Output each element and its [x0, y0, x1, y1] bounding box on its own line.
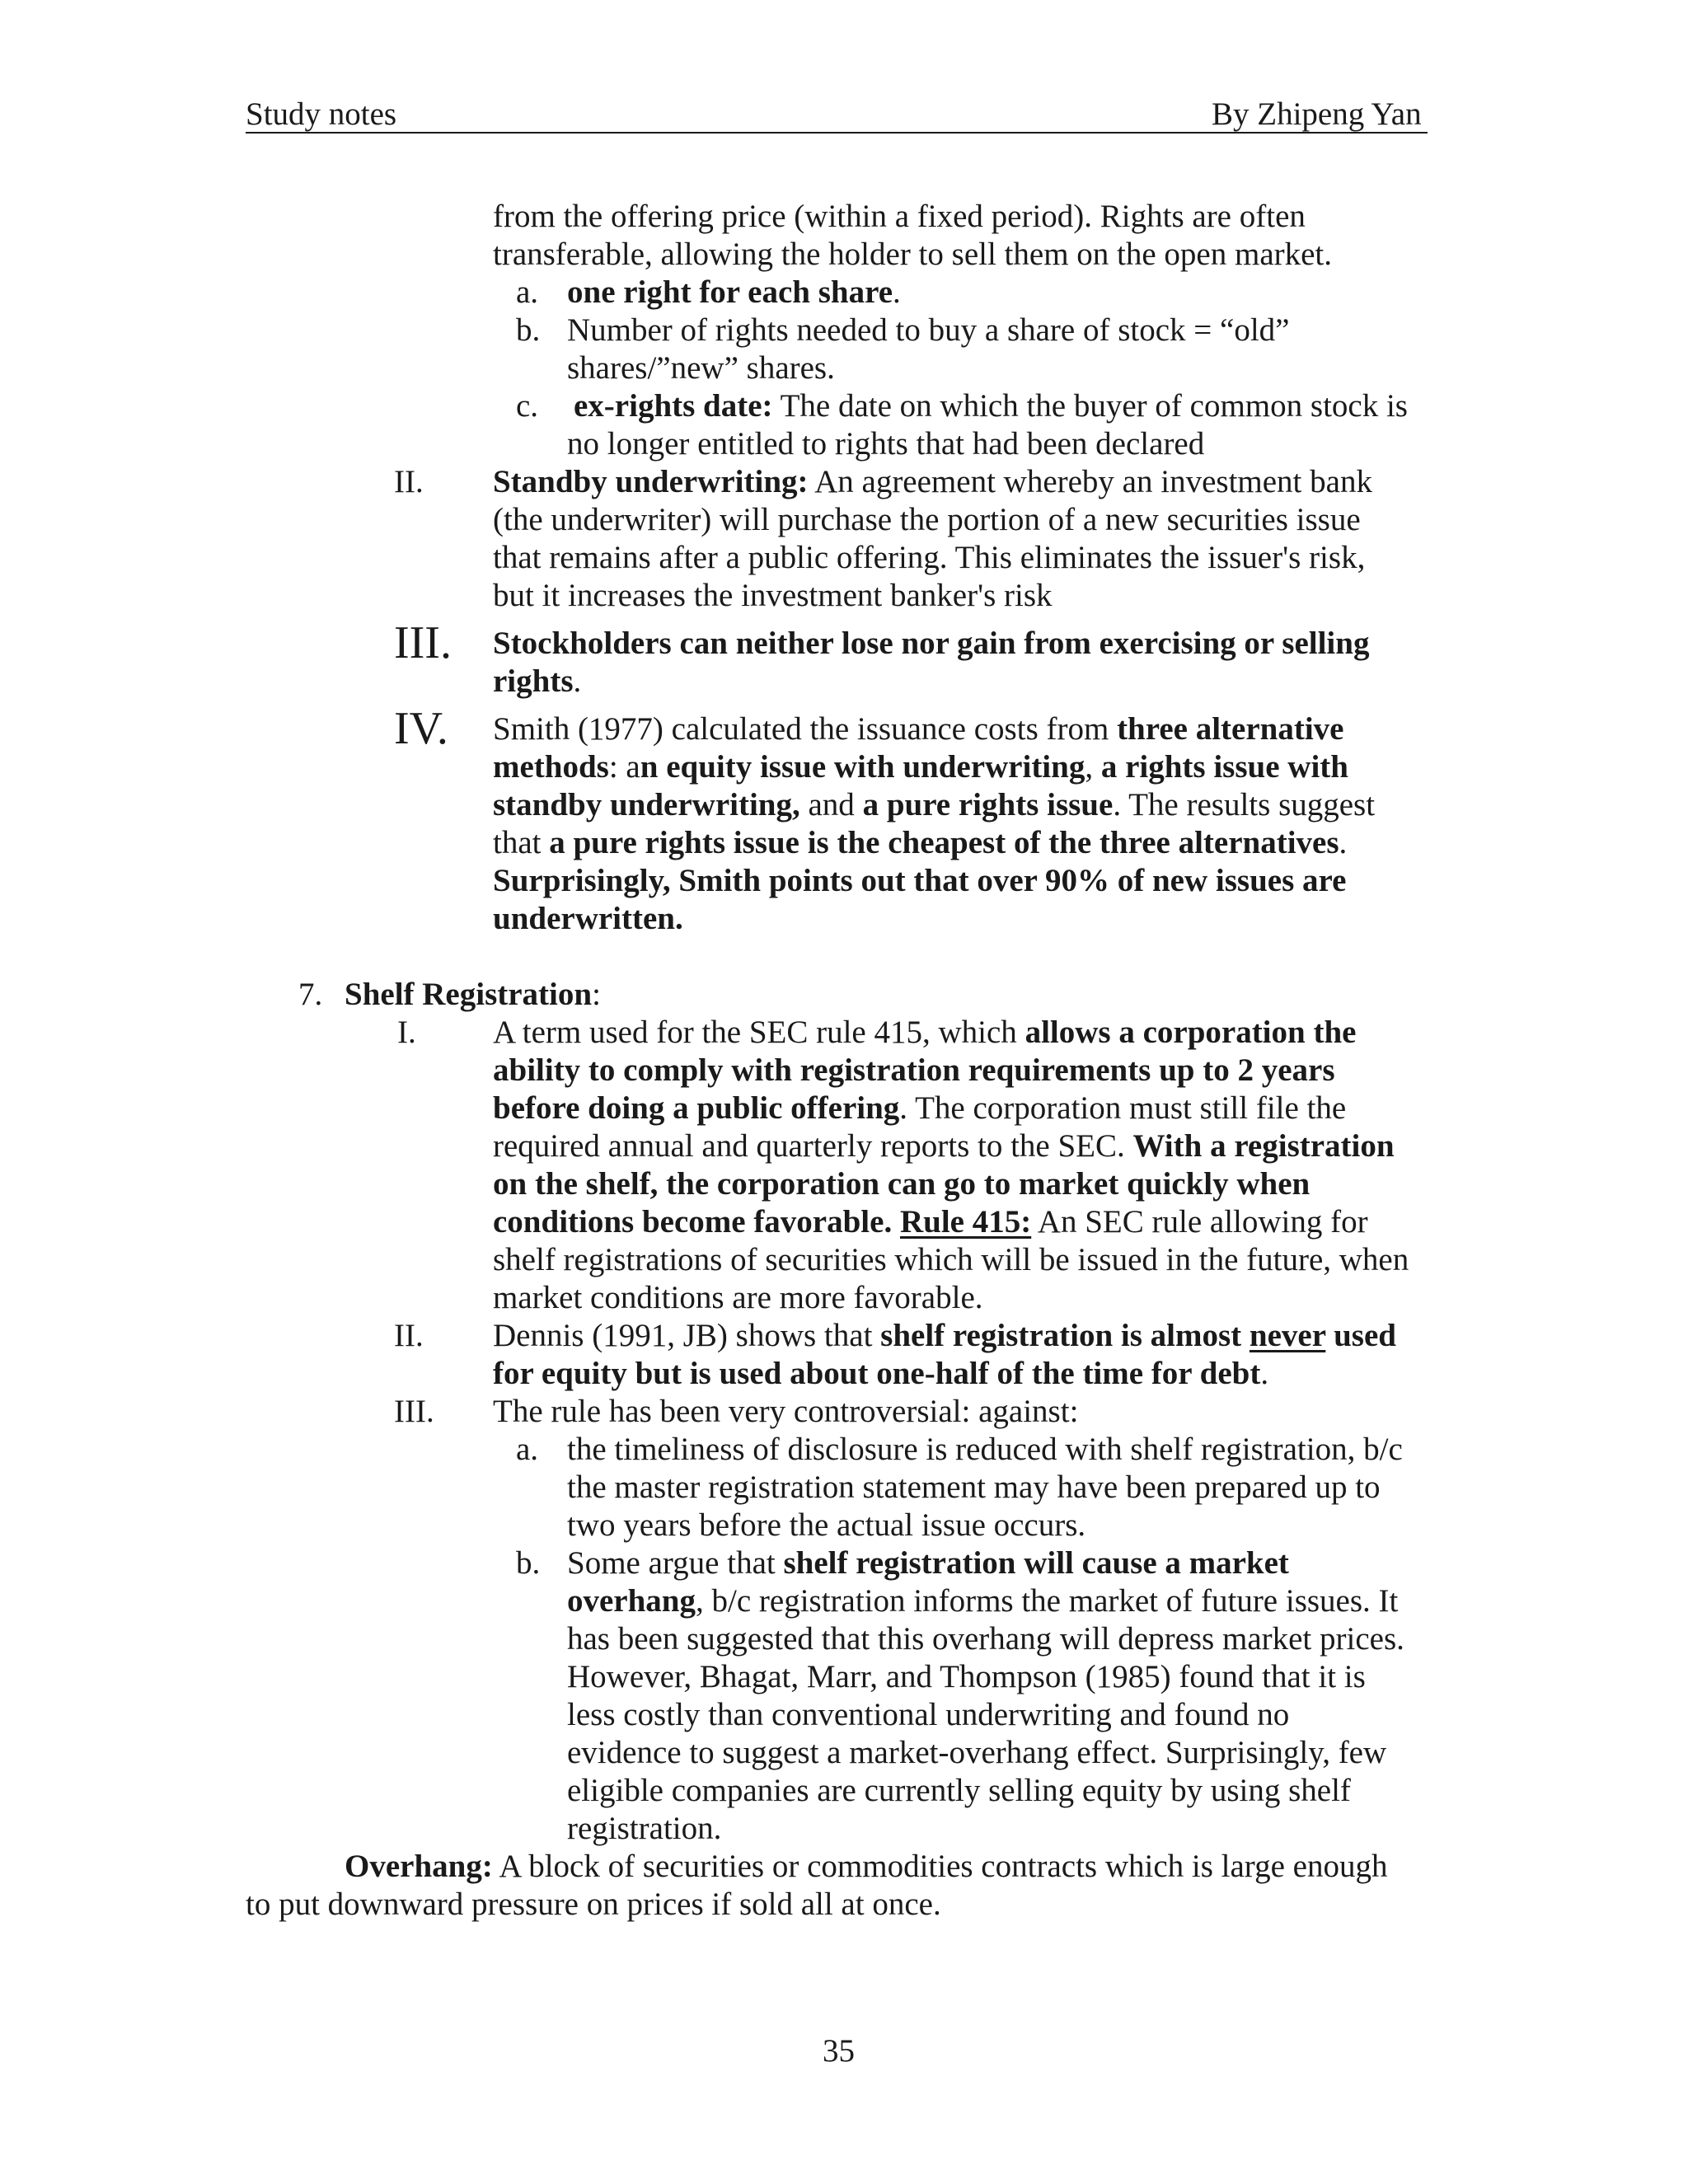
shelf-iii-b-line-2: overhang, b/c registration informs the market of future issues. It [567, 1583, 1399, 1619]
shelf-iii-b-line-3: has been suggested that this overhang will depress market prices. [567, 1621, 1404, 1657]
rights-item-b-line-2: shares/”new” shares. [567, 350, 835, 386]
shelf-i-line-3: before doing a public offering. The corporation must still file the [493, 1090, 1347, 1126]
shelf-ii-marker: II. [394, 1318, 424, 1353]
standby-line-1: Standby underwriting: An agreement whereby an investment bank [493, 464, 1372, 499]
shelf-iii-line-1: The rule has been very controversial: against: [493, 1394, 1079, 1429]
standby-line-3: that remains after a public offering. This eliminates the issuer's risk, [493, 540, 1366, 575]
header-left: Study notes [246, 96, 397, 132]
shelf-iii-b-line-6: evidence to suggest a market-overhang effect. Surprisingly, few [567, 1735, 1387, 1770]
rights-item-b-marker: b. [516, 312, 541, 348]
standby-term: Standby underwriting: [493, 464, 809, 499]
rights-item-a: one right for each share. [567, 274, 901, 310]
shelf-i-line-4: required annual and quarterly reports to the SEC. With a registration [493, 1128, 1395, 1164]
shelf-section-title: Shelf Registration: [345, 977, 601, 1012]
stockholders-line-1: Stockholders can neither lose nor gain from exercising or selling [493, 626, 1370, 661]
rights-item-b-line-1: Number of rights needed to buy a share of stock = “old” [567, 312, 1290, 348]
shelf-iii-a-line-1: the timeliness of disclosure is reduced with shelf registration, b/c [567, 1432, 1403, 1467]
smith-line-4: that a pure rights issue is the cheapest of the three alternatives. [493, 825, 1348, 860]
rights-text-line-1: from the offering price (within a fixed period). Rights are often [493, 199, 1306, 234]
shelf-iii-b-marker: b. [516, 1545, 541, 1581]
shelf-section-number: 7. [298, 977, 323, 1012]
shelf-i-line-6: conditions become favorable. Rule 415: An SEC rule allowing for [493, 1204, 1368, 1240]
shelf-ii-line-2: for equity but is used about one-half of the time for debt. [493, 1356, 1269, 1391]
shelf-ii-line-1: Dennis (1991, JB) shows that shelf registration is almost never used [493, 1318, 1396, 1353]
shelf-iii-b-line-5: less costly than conventional underwriting and found no [567, 1697, 1290, 1732]
smith-line-1: Smith (1977) calculated the issuance costs from three alternative [493, 711, 1344, 747]
rights-item-c-marker: c. [516, 388, 539, 424]
smith-line-3: standby underwriting, and a pure rights issue. The results suggest [493, 787, 1376, 823]
ex-rights-date-term: ex-rights date: [574, 388, 773, 424]
shelf-iii-a-line-3: two years before the actual issue occurs. [567, 1507, 1086, 1543]
rights-item-a-marker: a. [516, 274, 539, 310]
rule-415-term: Rule 415: [899, 1204, 1032, 1240]
shelf-i-line-8: market conditions are more favorable. [493, 1280, 983, 1315]
rights-item-c-line-1: ex-rights date: The date on which the buyer of common stock is [574, 388, 1408, 424]
rights-item-a-bold: one right for each share [567, 274, 893, 310]
shelf-i-line-5: on the shelf, the corporation can go to market quickly when [493, 1166, 1311, 1202]
shelf-iii-a-marker: a. [516, 1432, 539, 1467]
stockholders-marker: III. [394, 617, 452, 668]
shelf-iii-marker: III. [394, 1394, 434, 1429]
smith-line-2: methods: an equity issue with underwriting, a rights issue with [493, 749, 1348, 785]
standby-marker: II. [394, 464, 424, 499]
shelf-iii-b-line-4: However, Bhagat, Marr, and Thompson (1985) found that it is [567, 1659, 1366, 1694]
header-right: By Zhipeng Yan [1212, 96, 1422, 132]
overhang-term: Overhang: [345, 1849, 493, 1884]
overhang-line-1: Overhang: A block of securities or commodities contracts which is large enough [345, 1849, 1388, 1884]
smith-marker: IV. [394, 703, 448, 754]
shelf-i-line-2: ability to comply with registration requirements up to 2 years [493, 1052, 1335, 1088]
shelf-iii-b-line-7: eligible companies are currently selling equity by using shelf [567, 1773, 1351, 1808]
shelf-i-line-1: A term used for the SEC rule 415, which allows a corporation the [493, 1015, 1357, 1050]
shelf-iii-b-line-1: Some argue that shelf registration will cause a market [567, 1545, 1289, 1581]
header-rule [246, 132, 1428, 134]
smith-line-6: underwritten. [493, 901, 683, 936]
overhang-line-2: to put downward pressure on prices if sold all at once. [246, 1886, 941, 1922]
shelf-i-line-7: shelf registrations of securities which will be issued in the future, when [493, 1242, 1409, 1277]
shelf-iii-b-line-8: registration. [567, 1811, 722, 1846]
standby-line-2: (the underwriter) will purchase the portion of a new securities issue [493, 502, 1361, 537]
stockholders-line-2: rights. [493, 663, 582, 699]
smith-line-5: Surprisingly, Smith points out that over 90% of new issues are [493, 863, 1347, 898]
page-number: 35 [823, 2033, 855, 2069]
shelf-iii-a-line-2: the master registration statement may have been prepared up to [567, 1469, 1381, 1505]
shelf-i-marker: I. [397, 1015, 416, 1050]
rights-item-c-line-2: no longer entitled to rights that had been declared [567, 426, 1205, 462]
rights-text-line-2: transferable, allowing the holder to sell them on the open market. [493, 237, 1333, 272]
standby-line-4: but it increases the investment banker's risk [493, 578, 1053, 613]
